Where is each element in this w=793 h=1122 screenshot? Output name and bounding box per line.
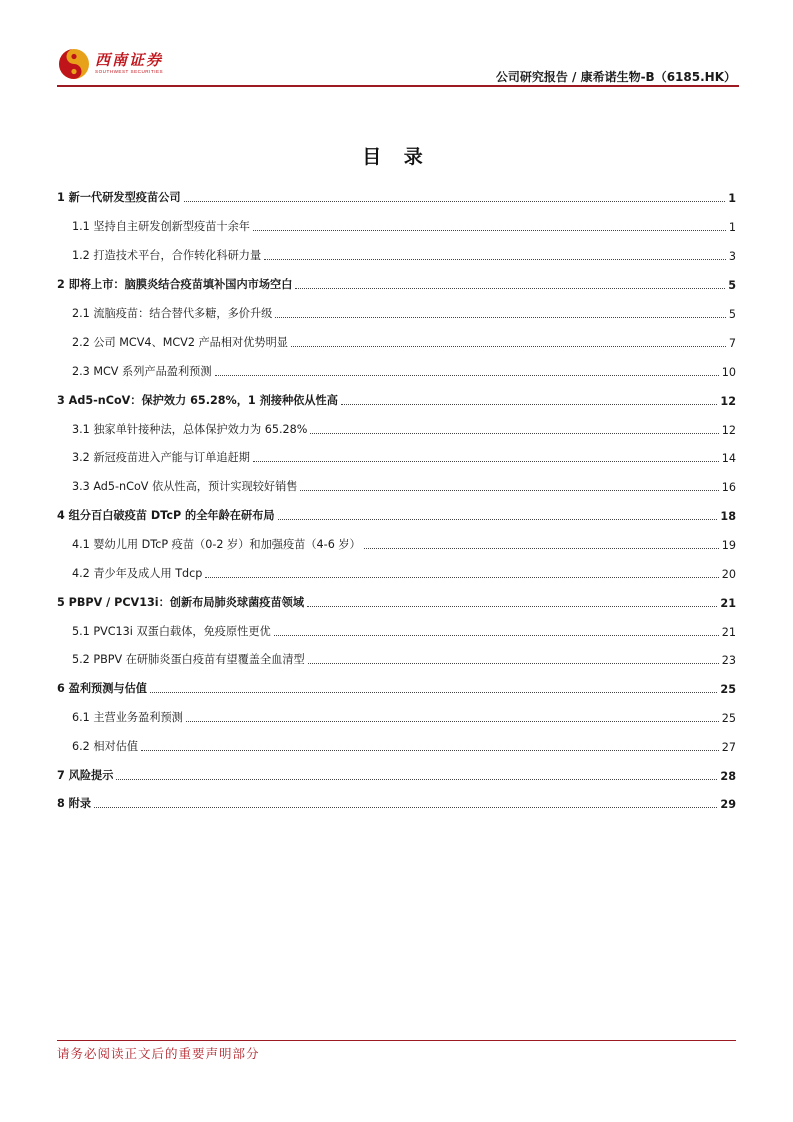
toc-entry-page: 27 bbox=[721, 741, 736, 754]
toc-leader bbox=[364, 548, 719, 549]
toc-entry-label: 3.1 独家单针接种法，总体保护效力为 65.28% bbox=[72, 423, 308, 436]
toc-leader bbox=[308, 663, 719, 664]
toc-entry-page: 29 bbox=[720, 798, 736, 811]
logo-mark-icon bbox=[57, 47, 91, 81]
toc-entry-label: 4.2 青少年及成人用 Tdcp bbox=[72, 567, 203, 580]
toc-leader bbox=[141, 750, 719, 751]
toc-leader bbox=[205, 577, 718, 578]
toc-entry-label: 3 Ad5-nCoV：保护效力 65.28%，1 剂接种依从性高 bbox=[57, 394, 338, 407]
toc-leader bbox=[295, 288, 725, 289]
toc-entry-label: 3.2 新冠疫苗进入产能与订单追赶期 bbox=[72, 451, 250, 464]
toc-entry-page: 14 bbox=[721, 452, 736, 465]
toc-entry[interactable] bbox=[57, 417, 736, 437]
toc-entry-page: 7 bbox=[728, 337, 736, 350]
toc-entry-page: 21 bbox=[720, 597, 736, 610]
toc-entry[interactable] bbox=[57, 503, 736, 523]
toc-entry-page: 10 bbox=[721, 366, 736, 379]
toc-leader bbox=[186, 721, 719, 722]
toc-leader bbox=[274, 635, 719, 636]
toc-leader bbox=[150, 692, 717, 693]
toc-leader bbox=[253, 230, 726, 231]
toc-entry-page: 28 bbox=[720, 770, 736, 783]
toc-leader bbox=[94, 807, 717, 808]
toc-entry[interactable] bbox=[57, 763, 736, 783]
toc-entry-label: 1.2 打造技术平台，合作转化科研力量 bbox=[72, 249, 262, 262]
toc-leader bbox=[184, 201, 726, 202]
logo-english-name: SOUTHWEST SECURITIES bbox=[95, 69, 164, 75]
toc-entry-label: 6.2 相对估值 bbox=[72, 740, 139, 753]
toc-entry-page: 16 bbox=[721, 481, 736, 494]
toc-leader bbox=[300, 490, 718, 491]
toc-entry-label: 1.1 坚持自主研发创新型疫苗十余年 bbox=[72, 220, 250, 233]
toc-entry[interactable] bbox=[57, 185, 736, 205]
toc-entry[interactable] bbox=[57, 734, 736, 754]
toc-entry-label: 5.1 PVC13i 双蛋白载体，免疫原性更优 bbox=[72, 625, 271, 638]
toc-leader bbox=[253, 461, 719, 462]
toc-entry-page: 25 bbox=[721, 712, 736, 725]
disclaimer-note: 请务必阅读正文后的重要声明部分 bbox=[57, 1046, 260, 1061]
toc-entry-label: 6.1 主营业务盈利预测 bbox=[72, 711, 183, 724]
toc-entry[interactable] bbox=[57, 474, 736, 494]
toc-entry[interactable] bbox=[57, 619, 736, 639]
toc-entry-label: 2.2 公司 MCV4、MCV2 产品相对优势明显 bbox=[72, 336, 288, 349]
toc-entry-page: 25 bbox=[720, 683, 736, 696]
toc-entry[interactable] bbox=[57, 388, 736, 408]
toc-entry-page: 5 bbox=[728, 308, 736, 321]
toc-entry-page: 12 bbox=[720, 395, 736, 408]
toc-entry-label: 2 即将上市：脑膜炎结合疫苗填补国内市场空白 bbox=[57, 278, 293, 291]
toc-entry[interactable] bbox=[57, 445, 736, 465]
header-divider bbox=[57, 85, 739, 87]
toc-leader bbox=[341, 404, 718, 405]
toc-leader bbox=[264, 259, 726, 260]
toc-entry-page: 1 bbox=[728, 192, 736, 205]
toc-entry-label: 1 新一代研发型疫苗公司 bbox=[57, 191, 181, 204]
toc-entry[interactable] bbox=[57, 359, 736, 379]
toc-entry-page: 21 bbox=[721, 626, 736, 639]
toc-entry[interactable] bbox=[57, 561, 736, 581]
toc-entry[interactable] bbox=[57, 330, 736, 350]
toc-entry[interactable] bbox=[57, 532, 736, 552]
footer-divider bbox=[57, 1040, 736, 1041]
toc-entry-label: 2.3 MCV 系列产品盈利预测 bbox=[72, 365, 212, 378]
toc-entry-label: 2.1 流脑疫苗：结合替代多糖，多价升级 bbox=[72, 307, 273, 320]
toc-entry[interactable] bbox=[57, 791, 736, 811]
toc-entry-page: 1 bbox=[728, 221, 736, 234]
toc-entry-page: 19 bbox=[721, 539, 736, 552]
toc-entry[interactable] bbox=[57, 590, 736, 610]
toc-entry-label: 7 风险提示 bbox=[57, 769, 114, 782]
toc-leader bbox=[215, 375, 719, 376]
toc-entry-label: 8 附录 bbox=[57, 797, 92, 810]
toc-leader bbox=[278, 519, 718, 520]
toc-leader bbox=[116, 779, 717, 780]
toc-entry-page: 5 bbox=[728, 279, 736, 292]
toc-entry[interactable] bbox=[57, 214, 736, 234]
toc-entry-label: 6 盈利预测与估值 bbox=[57, 682, 147, 695]
toc-leader bbox=[310, 433, 718, 434]
toc-entry-label: 3.3 Ad5-nCoV 依从性高，预计实现较好销售 bbox=[72, 480, 298, 493]
toc-heading: 目 录 bbox=[362, 146, 431, 168]
toc-entry[interactable] bbox=[57, 647, 736, 667]
toc-leader bbox=[275, 317, 726, 318]
toc-entry-page: 12 bbox=[721, 424, 736, 437]
toc-entry[interactable] bbox=[57, 243, 736, 263]
toc-entry-page: 3 bbox=[728, 250, 736, 263]
toc-entry[interactable] bbox=[57, 676, 736, 696]
toc-entry-label: 5.2 PBPV 在研肺炎蛋白疫苗有望覆盖全血清型 bbox=[72, 653, 305, 666]
toc-leader bbox=[307, 606, 717, 607]
toc-entry-page: 23 bbox=[721, 654, 736, 667]
toc-entry-label: 4 组分百白破疫苗 DTcP 的全年龄在研布局 bbox=[57, 509, 275, 522]
toc-entry-label: 4.1 婴幼儿用 DTcP 疫苗（0-2 岁）和加强疫苗（4-6 岁） bbox=[72, 538, 361, 551]
toc-entry-page: 18 bbox=[720, 510, 736, 523]
toc-entry-label: 5 PBPV / PCV13i：创新布局肺炎球菌疫苗领域 bbox=[57, 596, 305, 609]
logo-chinese-name: 西南证券 bbox=[95, 51, 164, 70]
toc-entry[interactable] bbox=[57, 272, 736, 292]
toc-entry[interactable] bbox=[57, 301, 736, 321]
toc-entry-page: 20 bbox=[721, 568, 736, 581]
toc-entry[interactable] bbox=[57, 705, 736, 725]
company-logo bbox=[57, 47, 163, 81]
report-title: 公司研究报告 / 康希诺生物-B（6185.HK） bbox=[495, 70, 736, 84]
toc-leader bbox=[291, 346, 726, 347]
